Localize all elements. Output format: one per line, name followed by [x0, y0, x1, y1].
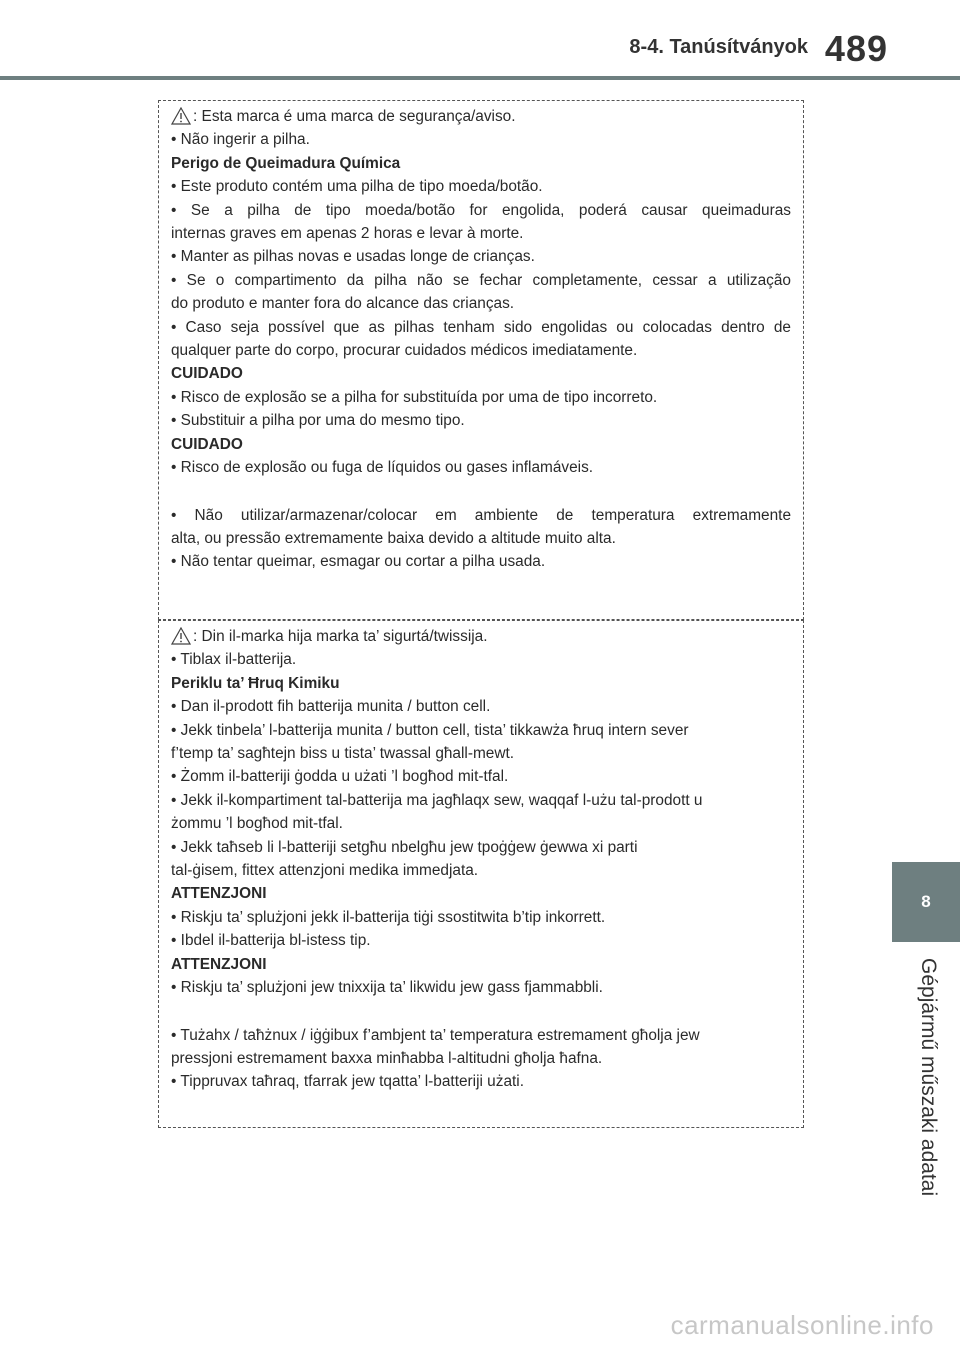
section-heading: CUIDADO — [171, 435, 243, 453]
text-line: • Caso seja possível que as pilhas tenham sido engolidas ou colocadas dentro de — [171, 318, 791, 336]
warning-triangle-icon — [171, 627, 191, 645]
text-line: • Não ingerir a pilha. — [171, 131, 310, 149]
text-line: do produto e manter fora do alcance das crianças. — [171, 295, 515, 313]
section-heading: Periklu ta’ Ħruq Kimiku — [171, 674, 340, 692]
text-line: • Se a pilha de tipo moeda/botão for engolida, poderá causar queimaduras — [171, 201, 791, 219]
page-header — [0, 0, 960, 80]
text-line: • Riskju ta’ splużjoni jekk il-batterija tiġi ssostitwita b’tip inkorrett. — [171, 908, 606, 926]
text-line: • Não utilizar/armazenar/colocar em ambiente de temperatura extremamente — [171, 506, 791, 524]
chapter-tab[interactable] — [892, 862, 960, 942]
header-rule — [0, 76, 960, 80]
section-heading: ATTENZJONI — [171, 885, 267, 903]
text-line: • Não tentar queimar, esmagar ou cortar a pilha usada. — [171, 553, 546, 571]
text-line: • Riskju ta’ splużjoni jew tnixxija ta’ likwidu jew gass fjammabbli. — [171, 979, 603, 997]
warning-mark-line — [171, 105, 791, 128]
text-line: • Se o compartimento da pilha não se fechar completamente, cessar a utilização — [171, 271, 791, 289]
maltese-warning-box — [158, 620, 804, 1128]
warning-mark-line — [171, 625, 791, 648]
warning-mark-text: : Din il-marka hija marka ta’ sigurtá/twissija. — [193, 628, 488, 645]
text-line: • Jekk taħseb li l-batteriji setgħu nbelgħu jew tpoġġew ġewwa xi parti — [171, 838, 638, 856]
text-line: • Ibdel il-batterija bl-istess tip. — [171, 932, 371, 950]
warning-triangle-icon — [171, 107, 191, 125]
text-line: f’temp ta’ sagħtejn biss u tista’ twassal għall-mewt. — [171, 745, 515, 763]
text-line: qualquer parte do corpo, procurar cuidados médicos imediatamente. — [171, 342, 638, 360]
text-line: • Este produto contém uma pilha de tipo moeda/botão. — [171, 178, 543, 196]
section-heading: Perigo de Queimadura Química — [171, 154, 401, 172]
warning-mark-text: : Esta marca é uma marca de segurança/aviso. — [193, 108, 516, 125]
text-line: • Jekk il-kompartiment tal-batterija ma jagħlaqx sew, waqqaf l-użu tal-prodott u — [171, 791, 703, 809]
chapter-title: Gépjármű műszaki adatai — [917, 958, 940, 1197]
text-line: • Manter as pilhas novas e usadas longe de crianças. — [171, 248, 535, 266]
text-line: • Dan il-prodott fih batterija munita / button cell. — [171, 698, 491, 716]
section-heading: CUIDADO — [171, 365, 243, 383]
chapter-number: 8 — [921, 892, 931, 911]
watermark: carmanualsonline.info — [670, 1310, 934, 1340]
section-heading: ATTENZJONI — [171, 955, 267, 973]
text-line: tal-ġisem, fittex attenzjoni medika immedjata. — [171, 862, 479, 880]
text-line: • Jekk tinbela’ l-batterija munita / button cell, tista’ tikkawża ħruq intern sever — [171, 721, 689, 739]
text-line: • Risco de explosão se a pilha for substituída por uma de tipo incorreto. — [171, 388, 658, 406]
text-line: • Risco de explosão ou fuga de líquidos ou gases inflamáveis. — [171, 459, 594, 477]
text-line: • Tippruvax taħraq, tfarrak jew tqatta’ l-batteriji użati. — [171, 1073, 524, 1091]
text-line: • Substituir a pilha por uma do mesmo tipo. — [171, 412, 465, 430]
text-line: internas graves em apenas 2 horas e levar à morte. — [171, 225, 524, 243]
text-line: • Żomm il-batteriji ġodda u użati ’l bogħod mit-tfal. — [171, 768, 509, 786]
text-line: żommu ’l bogħod mit-tfal. — [171, 815, 343, 833]
page-number: 489 — [824, 28, 888, 69]
text-line: • Tiblax il-batterija. — [171, 651, 297, 669]
text-line: • Tużahx / taħżnux / iġġibux f’ambjent ta’ temperatura estremament għolja jew — [171, 1026, 700, 1044]
text-line: alta, ou pressão extremamente baixa devido a altitude muito alta. — [171, 529, 616, 547]
portuguese-warning-box — [158, 100, 804, 620]
section-title: 8-4. Tanúsítványok — [629, 36, 808, 58]
text-line: pressjoni estremament baxxa minħabba l-altitudni għolja ħafna. — [171, 1049, 603, 1067]
